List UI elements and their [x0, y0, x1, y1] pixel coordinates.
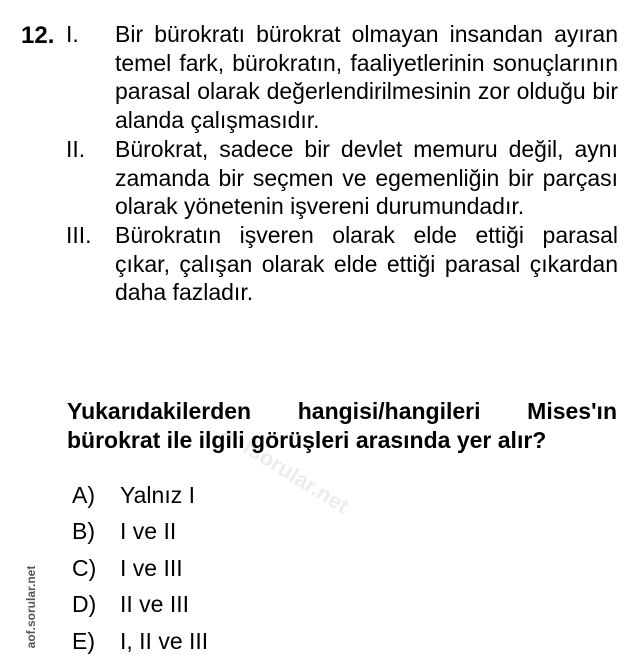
- option-letter: A): [72, 481, 95, 508]
- option-text: II ve III: [120, 591, 190, 618]
- statement-2: [66, 135, 618, 221]
- statement-numeral: III.: [66, 221, 92, 248]
- statement-numeral: II.: [66, 135, 86, 162]
- statement-list: [66, 20, 618, 307]
- statement-text: Bürokratın işveren olarak elde ettiği parasal çıkar, çalışan olarak elde ettiği parasal çıkardan daha fazladır.: [115, 221, 618, 306]
- option-text: I ve III: [120, 554, 183, 581]
- question-stem: Yukarıdakilerden hangisi/hangileri Mises'ın bürokrat ile ilgili görüşleri arasında yer alır?: [67, 398, 617, 453]
- option-text: Yalnız I: [120, 481, 195, 508]
- option-d[interactable]: [72, 587, 208, 624]
- option-text: I, II ve III: [120, 627, 209, 654]
- statement-text: Bürokrat, sadece bir devlet memuru değil, aynı zamanda bir seçmen ve egemenliğin bir parçası olarak yönetenin işvereni durumundadır.: [115, 135, 618, 220]
- statement-text: Bir bürokratı bürokrat olmayan insandan ayıran temel fark, bürokratın, faaliyetlerinin sonuçlarının parasal olarak değerlendirilmesinin zor olduğu bir alanda çalışmasıdır.: [115, 21, 618, 134]
- option-letter: B): [72, 518, 95, 545]
- option-e[interactable]: [72, 623, 208, 660]
- side-watermark: aof.sorular.net: [24, 565, 38, 649]
- option-a[interactable]: [72, 477, 208, 514]
- option-b[interactable]: [72, 514, 208, 551]
- statement-1: [66, 20, 618, 135]
- option-letter: D): [72, 591, 97, 618]
- watermark: aofsorular.net: [216, 420, 354, 519]
- option-c[interactable]: [72, 550, 208, 587]
- statement-3: [66, 221, 618, 307]
- answer-options: [72, 477, 208, 660]
- option-text: I ve II: [120, 518, 177, 545]
- question-number: 12.: [21, 22, 55, 49]
- statement-numeral: I.: [66, 21, 79, 47]
- option-letter: E): [72, 627, 95, 654]
- option-letter: C): [72, 554, 97, 581]
